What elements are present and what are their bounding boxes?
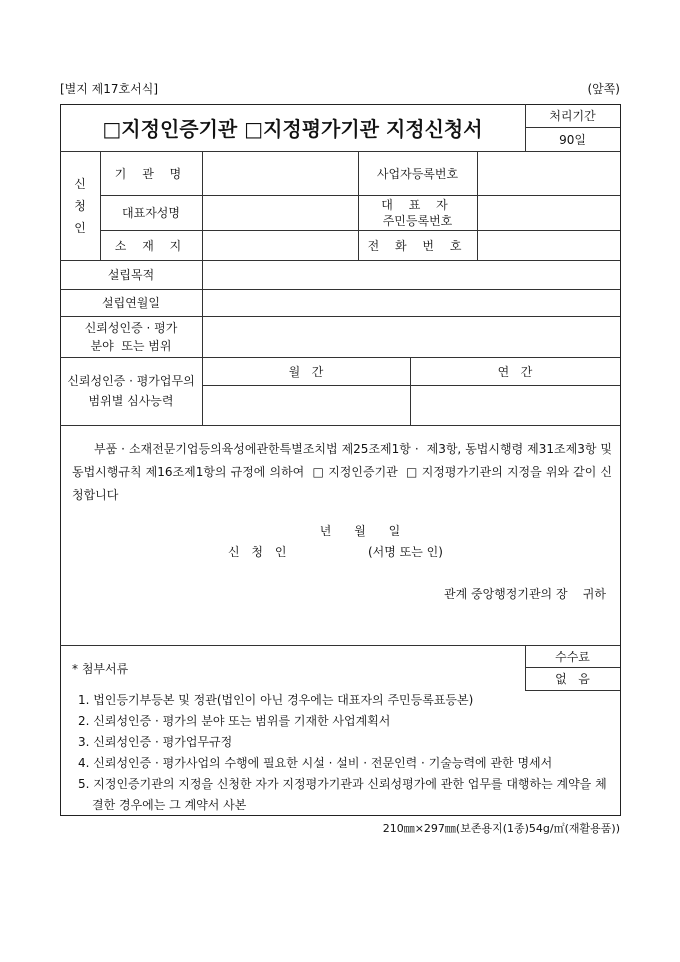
- attachment-item: 2. 신뢰성인증 · 평가의 분야 또는 범위를 기재한 사업계획서: [78, 714, 391, 728]
- yearly-field[interactable]: [411, 386, 619, 424]
- scope-field[interactable]: [203, 317, 619, 356]
- sign-hint: (서명 또는 인): [368, 545, 443, 559]
- attachment-item: 3. 신뢰성인증 · 평가업무규정: [78, 735, 233, 749]
- address-field[interactable]: [203, 231, 357, 259]
- page-side: (앞쪽): [587, 82, 620, 96]
- capacity-label-1: 신뢰성인증 · 평가업무의: [67, 374, 195, 388]
- period-label: 처리기간: [549, 109, 596, 123]
- fee-label: 수수료: [555, 649, 590, 664]
- applicant-section-label: 신 청 인: [74, 176, 86, 235]
- scope-label-1: 신뢰성인증 · 평가: [84, 320, 178, 335]
- biz-no-field[interactable]: [478, 152, 619, 194]
- fee-value: 없 음: [555, 672, 590, 686]
- biz-no-label: 사업자등록번호: [376, 166, 459, 181]
- attachment-item: 1. 법인등기부등본 및 정관(법인이 아닌 경우에는 대표자의 주민등록표등본): [78, 693, 474, 707]
- purpose-field[interactable]: [203, 261, 619, 288]
- declaration-date: 년 월 일: [319, 524, 401, 538]
- paper-spec: 210㎜×297㎜(보존용지(1종)54g/㎡(재활용품)): [382, 822, 620, 835]
- rep-name-field[interactable]: [203, 196, 357, 229]
- rep-id-label-1: 대 표 자: [381, 197, 454, 212]
- address-label: 소 재 지: [114, 238, 188, 253]
- attachment-item: 5. 지정인증기관의 지정을 신청한 자가 지정평가기관과 신뢰성평가에 관한 업무를 대행하는 계약을 체결한 경우에는 그 계약서 사본: [78, 777, 607, 812]
- form-title: □지정인증기관 □지정평가기관 지정신청서: [102, 117, 483, 141]
- rep-id-label-2: 주민등록번호: [382, 213, 453, 228]
- rep-name-label: 대표자성명: [122, 206, 180, 220]
- purpose-label: 설립목적: [107, 268, 155, 282]
- recipient: 관계 중앙행정기관의 장 귀하: [444, 587, 606, 601]
- phone-label: 전 화 번 호: [367, 238, 468, 253]
- capacity-label-2: 범위별 심사능력: [88, 394, 174, 408]
- yearly-label: 연 간: [497, 364, 533, 379]
- attachments-title: * 첨부서류: [72, 662, 129, 676]
- scope-label-2: 분야 또는 범위: [90, 338, 172, 353]
- phone-field[interactable]: [478, 231, 619, 259]
- form-number: [별지 제17호서식]: [60, 82, 158, 96]
- org-name-label: 기 관 명: [114, 166, 188, 181]
- monthly-label: 월 간: [288, 364, 324, 379]
- est-date-label: 설립연월일: [102, 296, 160, 310]
- rep-id-field[interactable]: [478, 196, 619, 229]
- applicant-sign-label: 신 청 인: [228, 545, 291, 559]
- attachment-item: 4. 신뢰성인증 · 평가사업의 수행에 필요한 시설 · 설비 · 전문인력 · 기술능력에 관한 명세서: [78, 756, 553, 770]
- period-value: 90일: [559, 132, 586, 147]
- monthly-field[interactable]: [203, 386, 409, 424]
- est-date-field[interactable]: [203, 290, 619, 315]
- declaration-text: 부품 · 소재전문기업등의육성에관한특별조치법 제25조제1항 · 제3항, 동법시행령 제31조제3항 및 동법시행규칙 제16조제1항의 규정에 의하여 □ 지정인증기관 □ 지정평가기관의 지정을 위와 같이 신청합니다: [72, 442, 616, 502]
- org-name-field[interactable]: [203, 152, 357, 194]
